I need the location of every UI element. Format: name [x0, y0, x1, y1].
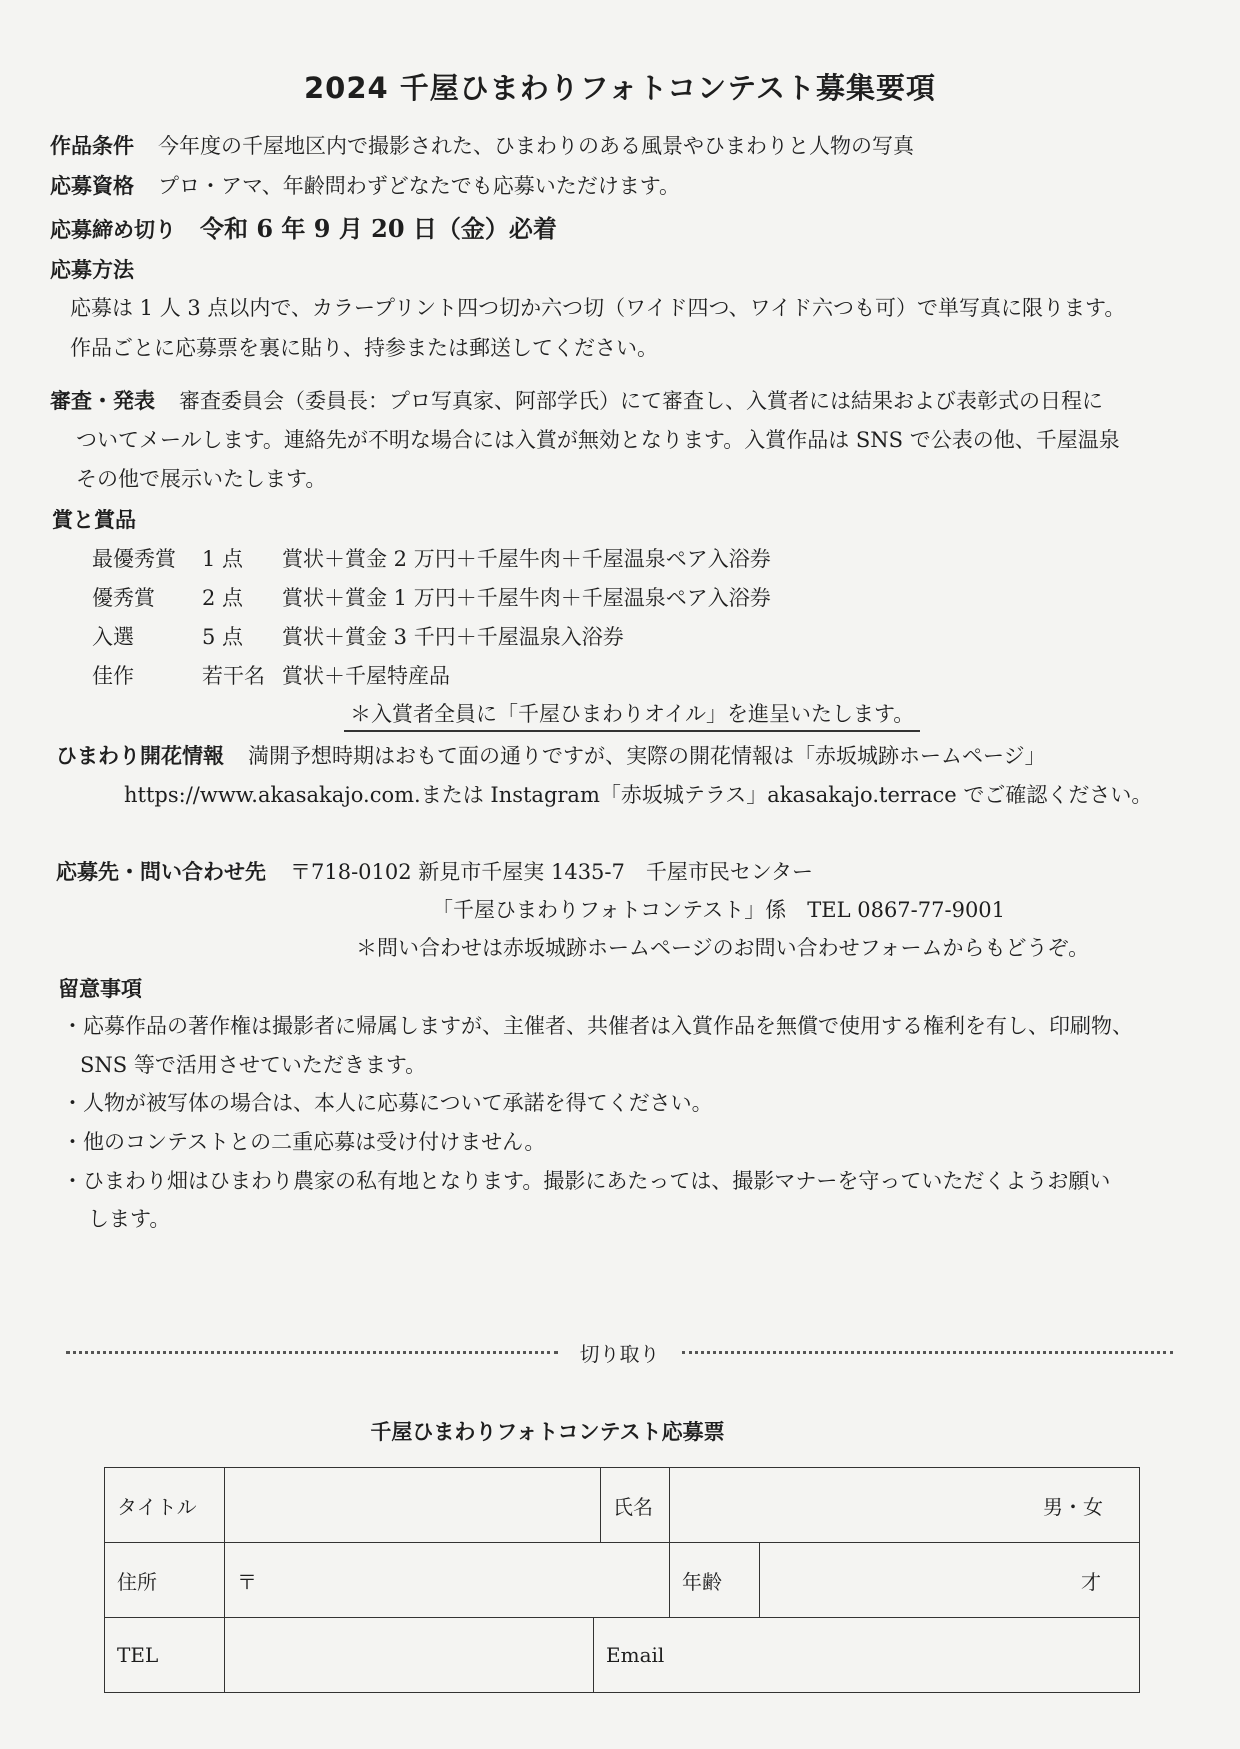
judging-line-3: その他で展示いたします。: [76, 467, 327, 491]
judging-line-2: ついてメールします。連絡先が不明な場合には入賞が無効となります。入賞作品は SNS で公表の他、千屋温泉: [76, 428, 1120, 452]
prize-note: [344, 698, 920, 728]
title-label: タイトル: [105, 1468, 225, 1543]
cut-line-label: 切り取り: [579, 1342, 660, 1366]
judging-line-1: 審査委員会（委員長：プロ写真家、阿部学氏）にて審査し、入賞者には結果および表彰式の日程に: [179, 389, 1103, 413]
method-line-1: 応募は 1 人 3 点以内で、カラープリント四つ切か六つ切（ワイド四つ、ワイド六つも可）で単写真に限ります。: [70, 296, 1126, 320]
gender-options: 男・女: [1043, 1494, 1103, 1519]
prize-name: 最優秀賞: [92, 547, 176, 571]
prize-name: 優秀賞: [92, 586, 155, 610]
judging-label: 審査・発表: [50, 389, 155, 413]
eligibility-label: 応募資格: [50, 174, 134, 198]
name-field[interactable]: [670, 1468, 1140, 1543]
prize-name: 入選: [92, 625, 134, 649]
cut-dots-right: [682, 1351, 1174, 1354]
prize-note-text: ＊入賞者全員に「千屋ひまわりオイル」を進呈いたします。: [344, 702, 920, 732]
address-field[interactable]: [225, 1543, 670, 1618]
prize-count: 若干名: [202, 664, 265, 688]
conditions-text: 今年度の千屋地区内で撮影された、ひまわりのある風景やひまわりと人物の写真: [158, 134, 914, 158]
name-label: 氏名: [601, 1468, 670, 1543]
conditions-label: 作品条件: [50, 134, 134, 158]
email-label: Email: [606, 1643, 665, 1667]
age-label: 年齢: [670, 1543, 760, 1618]
deadline-label: 応募締め切り: [50, 218, 176, 242]
prize-name: 佳作: [92, 664, 134, 688]
prize-count: 1 点: [202, 547, 244, 571]
prize-row: [92, 543, 771, 573]
eligibility-section: [50, 170, 680, 200]
entry-form-table: [104, 1467, 1140, 1693]
contact-section: [56, 856, 813, 886]
prizes-label: 賞と賞品: [52, 508, 136, 532]
note-item: SNS 等で活用させていただきます。: [80, 1053, 427, 1077]
tel-field[interactable]: [225, 1618, 594, 1693]
note-item: ・応募作品の著作権は撮影者に帰属しますが、主催者、共催者は入賞作品を無償で使用する権利を有し、印刷物、: [62, 1014, 1133, 1038]
cut-dots-left: [66, 1351, 558, 1354]
prize-reward: 賞状＋賞金 2 万円＋千屋牛肉＋千屋温泉ペア入浴券: [282, 547, 771, 571]
entry-form-title: 千屋ひまわりフォトコンテスト応募票: [370, 1420, 725, 1444]
entry-row-title: [105, 1468, 1140, 1543]
conditions-section: [50, 130, 914, 160]
bloom-line-1: 満開予想時期はおもて面の通りですが、実際の開花情報は「赤坂城跡ホームページ」: [248, 744, 1046, 768]
note-item: ・人物が被写体の場合は、本人に応募について承諾を得てください。: [62, 1091, 713, 1115]
age-field[interactable]: [760, 1543, 1140, 1618]
method-line-2: 作品ごとに応募票を裏に貼り、持参または郵送してください。: [70, 336, 658, 360]
prize-reward: 賞状＋賞金 1 万円＋千屋牛肉＋千屋温泉ペア入浴券: [282, 586, 771, 610]
prize-row: [92, 621, 624, 651]
note-item: します。: [88, 1207, 171, 1231]
page-title: 2024 千屋ひまわりフォトコンテスト募集要項: [303, 71, 937, 105]
bloom-label: ひまわり開花情報: [56, 744, 224, 768]
address-label: 住所: [105, 1543, 225, 1618]
entry-row-address: [105, 1543, 1140, 1618]
method-label: 応募方法: [50, 258, 134, 282]
age-unit: 才: [1081, 1569, 1101, 1594]
tel-label: TEL: [105, 1618, 225, 1693]
prize-row: [92, 660, 450, 690]
prize-row: [92, 582, 771, 612]
prize-count: 2 点: [202, 586, 244, 610]
deadline-section: [50, 209, 557, 244]
title-field[interactable]: [225, 1468, 601, 1543]
note-item: ・他のコンテストとの二重応募は受け付けません。: [62, 1130, 546, 1154]
contact-line-2: 「千屋ひまわりフォトコンテスト」係 TEL 0867-77-9001: [432, 898, 1006, 922]
email-field[interactable]: [594, 1618, 1140, 1693]
note-item: ・ひまわり畑はひまわり農家の私有地となります。撮影にあたっては、撮影マナーを守っていただくようお願い: [62, 1169, 1111, 1193]
judging-section: [50, 385, 1103, 415]
prize-reward: 賞状＋千屋特産品: [282, 664, 450, 688]
postal-mark: 〒: [237, 1569, 257, 1594]
deadline-text: 令和 6 年 9 月 20 日（金）必着: [200, 214, 557, 243]
contact-label: 応募先・問い合わせ先: [56, 860, 266, 884]
bloom-section: [56, 740, 1046, 770]
notes-label: 留意事項: [58, 977, 142, 1001]
cut-line: [66, 1338, 1173, 1367]
contact-line-3: ＊問い合わせは赤坂城跡ホームページのお問い合わせフォームからもどうぞ。: [356, 936, 1090, 960]
prize-reward: 賞状＋賞金 3 千円＋千屋温泉入浴券: [282, 625, 624, 649]
entry-row-contact: [105, 1618, 1140, 1693]
eligibility-text: プロ・アマ、年齢問わずどなたでも応募いただけます。: [158, 174, 681, 198]
prize-count: 5 点: [202, 625, 244, 649]
bloom-line-2: https://www.akasakajo.com.または Instagram「赤坂城テラス」akasakajo.terrace でご確認ください。: [124, 783, 1153, 807]
contact-line-1: 〒718-0102 新見市千屋実 1435-7 千屋市民センター: [290, 860, 814, 884]
